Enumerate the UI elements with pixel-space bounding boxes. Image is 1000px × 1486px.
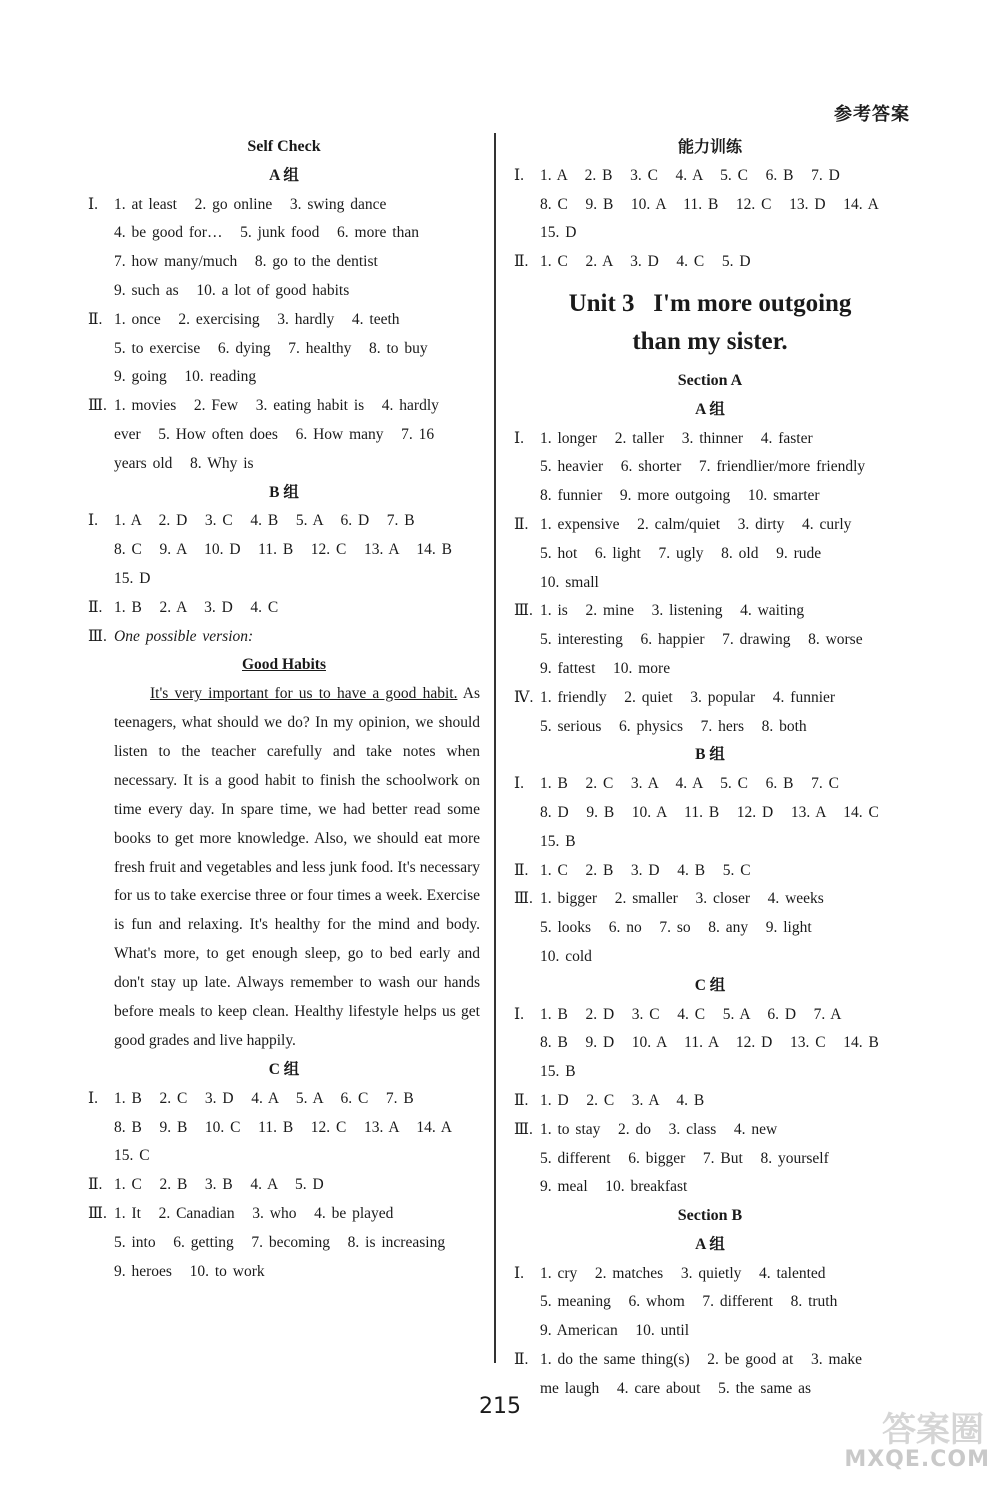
roman-numeral: Ⅰ. [88,1089,98,1107]
watermark-text: MXQE.COM [844,1447,990,1472]
roman-numeral: Ⅱ. [514,515,529,533]
roman-numeral: Ⅰ. [514,166,524,184]
answer-text: 1. do the same thing(s) 2. be good at 3. make [540,1351,863,1369]
answer-text: years old 8. Why is [114,454,254,472]
answer-line [514,597,906,626]
roman-numeral: Ⅱ. [514,861,529,879]
answer-text: 1. D 2. C 3. A 4. B [540,1091,705,1109]
section-title: Section A [677,371,743,389]
answer-line [514,453,906,482]
answer-line [514,828,906,857]
answer-text: 8. D 9. B 10. A 11. B 12. D 13. A 14. C [540,803,879,821]
answer-line [514,655,906,684]
answer-text: 8. C 9. B 10. A 11. B 12. C 13. D 14. A [540,195,879,213]
roman-numeral: Ⅲ. [88,627,107,645]
answer-line [514,914,906,943]
section-title: Section B [677,1207,743,1225]
answer-line [514,1029,906,1058]
answer-block [514,1001,906,1203]
roman-numeral: Ⅲ. [88,397,107,415]
essay-title-text: Good Habits [242,656,326,674]
answer-text: 1. C 2. A 3. D 4. C 5. D [540,253,751,271]
answer-text: 1. A 2. D 3. C 4. B 5. A 6. D 7. B [114,512,415,530]
column-divider [494,133,496,1363]
answer-line [88,1142,480,1171]
watermark-cn: 答案圈 [882,1410,984,1450]
answer-text: 9. fattest 10. more [540,659,671,677]
answer-line [88,306,480,335]
roman-numeral: Ⅲ. [88,1204,107,1222]
answer-text: 9. heroes 10. to work [114,1262,265,1280]
answer-line [88,219,480,248]
unit-title-line1: Unit 3 I'm more outgoing [568,289,852,317]
answer-line [88,248,480,277]
answer-text: 10. cold [540,947,592,965]
answer-block [88,191,480,479]
answer-text: 1. to stay 2. do 3. class 4. new [540,1120,778,1138]
answer-text: 8. C 9. A 10. D 11. B 12. C 13. A 14. B [114,541,452,559]
group-label: B 组 [269,483,299,501]
answer-text: 1. movies 2. Few 3. eating habit is 4. hardly [114,397,439,415]
answer-text: 1. longer 2. taller 3. thinner 4. faster [540,429,813,447]
answer-block [88,1085,480,1287]
answer-line [88,1229,480,1258]
answer-text: 8. funnier 9. more outgoing 10. smarter [540,487,820,505]
roman-numeral: Ⅱ. [88,310,103,328]
roman-numeral: Ⅰ. [514,1005,524,1023]
answer-block [88,507,480,651]
answer-line [88,1258,480,1287]
roman-numeral: Ⅳ. [514,688,534,706]
answer-line [88,277,480,306]
header-label: 参考答案 [834,104,910,125]
watermark-logo [810,1402,990,1472]
answer-line [88,594,480,623]
answer-line [514,713,906,742]
left-column [88,133,480,1286]
answer-line [88,392,480,421]
answer-text: 1. cry 2. matches 3. quietly 4. talented [540,1264,826,1282]
group-label: C 组 [268,1060,300,1078]
answer-block [514,770,906,972]
roman-numeral: Ⅱ. [514,253,529,271]
answer-text: 1. friendly 2. quiet 3. popular 4. funnier [540,688,836,706]
answer-text: 5. into 6. getting 7. becoming 8. is increasing [114,1233,446,1251]
answer-text: 5. serious 6. physics 7. hers 8. both [540,717,807,735]
essay-title [88,651,480,680]
answer-line [514,482,906,511]
answer-line [514,1001,906,1030]
answer-text: 15. B [540,832,576,850]
roman-numeral: Ⅰ. [514,775,524,793]
answer-line [514,1058,906,1087]
group-label: A 组 [695,1235,725,1253]
answer-line [514,770,906,799]
group-label: A 组 [269,166,299,184]
answer-text: 8. B 9. D 10. A 11. A 12. D 13. C 14. B [540,1034,879,1052]
answer-line [514,885,906,914]
answer-line [88,421,480,450]
answer-line [88,565,480,594]
answer-line [514,162,906,191]
ability-title: 能力训练 [677,137,742,156]
answer-text: 7. how many/much 8. go to the dentist [114,253,378,271]
group-label: A 组 [695,400,725,418]
answer-text: 1. B 2. C 3. A 4. A 5. C 6. B 7. C [540,775,839,793]
self-check-title: Self Check [247,138,321,155]
answer-line [514,1173,906,1202]
roman-numeral: Ⅰ. [88,195,98,213]
roman-numeral: Ⅱ. [88,598,103,616]
roman-numeral: Ⅲ. [514,890,533,908]
answer-text: 5. different 6. bigger 7. But 8. yourself [540,1149,829,1167]
answer-text: One possible version: [114,627,254,645]
answer-text: 1. expensive 2. calm/quiet 3. dirty 4. curly [540,515,852,533]
answer-text: 1. at least 2. go online 3. swing dance [114,195,387,213]
roman-numeral: Ⅰ. [514,429,524,447]
answer-text: me laugh 4. care about 5. the same as [540,1379,812,1397]
answer-line [514,943,906,972]
roman-numeral: Ⅲ. [514,602,533,620]
answer-line [514,425,906,454]
answer-text: 10. small [540,573,599,591]
unit-title [514,285,906,361]
answer-line [514,1087,906,1116]
answer-text: 1. C 2. B 3. D 4. B 5. C [540,861,751,879]
answer-text: 15. D [114,569,151,587]
answer-line [514,1260,906,1289]
answer-block [514,162,906,277]
answer-line [88,191,480,220]
answer-block [514,425,906,742]
answer-text: 8. B 9. B 10. C 11. B 12. C 13. A 14. A [114,1118,452,1136]
answer-text: 1. C 2. B 3. B 4. A 5. D [114,1176,324,1194]
answer-line [88,1085,480,1114]
answer-line [514,799,906,828]
answer-line [514,1288,906,1317]
answer-line [514,191,906,220]
answer-text: 5. heavier 6. shorter 7. friendlier/more friendly [540,458,866,476]
answer-text: 5. to exercise 6. dying 7. healthy 8. to buy [114,339,428,357]
group-label: B 组 [695,746,725,764]
answer-text: ever 5. How often does 6. How many 7. 16 [114,425,435,443]
answer-text: 5. meaning 6. whom 7. different 8. truth [540,1293,838,1311]
answer-line [88,450,480,479]
answer-text: 5. interesting 6. happier 7. drawing 8. worse [540,631,863,649]
answer-text: 5. looks 6. no 7. so 8. any 9. light [540,919,812,937]
answer-line [514,1145,906,1174]
answer-line [88,623,480,652]
right-column [514,133,906,1404]
answer-text: 15. B [540,1063,576,1081]
answer-line [514,219,906,248]
answer-text: 9. such as 10. a lot of good habits [114,281,350,299]
answer-block [514,1260,906,1404]
roman-numeral: Ⅱ. [514,1351,529,1369]
roman-numeral: Ⅱ. [514,1091,529,1109]
answer-text: 9. meal 10. breakfast [540,1178,688,1196]
page-number: 215 [479,1394,521,1419]
answer-text: 4. be good for… 5. junk food 6. more than [114,224,419,242]
answer-text: 9. going 10. reading [114,368,257,386]
essay-underlined-sentence: It's very important for us to have a good habit. [150,685,458,703]
answer-line [88,363,480,392]
answer-text: 1. bigger 2. smaller 3. closer 4. weeks [540,890,824,908]
answer-line [514,684,906,713]
answer-text: 1. is 2. mine 3. listening 4. waiting [540,602,805,620]
answer-line [88,1114,480,1143]
answer-line [514,1346,906,1375]
essay-text: As teenagers, what should we do? In my opinion, we should listen to the teacher carefully and take notes when necessary. It is a good habit to finish the schoolwork on time every day. In spare time, we had better read some books to get more knowledge. Also, we should eat more fresh fruit and vegetables and less junk food. It's necessary for us to take exercise three or four times a week. Exercise is fun and relaxing. It's healthy for the mind and body. What's more, to get enough sleep, go to bed early and don't stay up late. Always remember to wash our hands before meals to keep clean. Healthy lifestyle helps us get good grades and live happily. [114,685,480,1050]
answer-line [88,1200,480,1229]
answer-line [88,536,480,565]
answer-text: 5. hot 6. light 7. ugly 8. old 9. rude [540,544,822,562]
answer-line [514,1116,906,1145]
group-label: C 组 [694,976,726,994]
answer-text: 15. D [540,224,577,242]
answer-line [514,1317,906,1346]
answer-line [514,540,906,569]
answer-text: 1. B 2. C 3. D 4. A 5. A 6. C 7. B [114,1089,414,1107]
essay-body [114,680,480,1056]
answer-line [88,1171,480,1200]
answer-line [88,507,480,536]
roman-numeral: Ⅰ. [514,1264,524,1282]
answer-text: 1. A 2. B 3. C 4. A 5. C 6. B 7. D [540,166,840,184]
answer-text: 9. American 10. until [540,1322,690,1340]
answer-text: 1. B 2. A 3. D 4. C [114,598,279,616]
answer-line [514,569,906,598]
answer-text: 15. C [114,1147,150,1165]
answer-line [88,335,480,364]
answer-line [514,857,906,886]
roman-numeral: Ⅱ. [88,1176,103,1194]
answer-line [514,511,906,540]
unit-title-line2: than my sister. [632,327,788,355]
answer-text: 1. once 2. exercising 3. hardly 4. teeth [114,310,400,328]
answer-text: 1. B 2. D 3. C 4. C 5. A 6. D 7. A [540,1005,842,1023]
answer-text: 1. It 2. Canadian 3. who 4. be played [114,1204,394,1222]
roman-numeral: Ⅲ. [514,1120,533,1138]
answer-line [514,248,906,277]
roman-numeral: Ⅰ. [88,512,98,530]
answer-line [514,626,906,655]
